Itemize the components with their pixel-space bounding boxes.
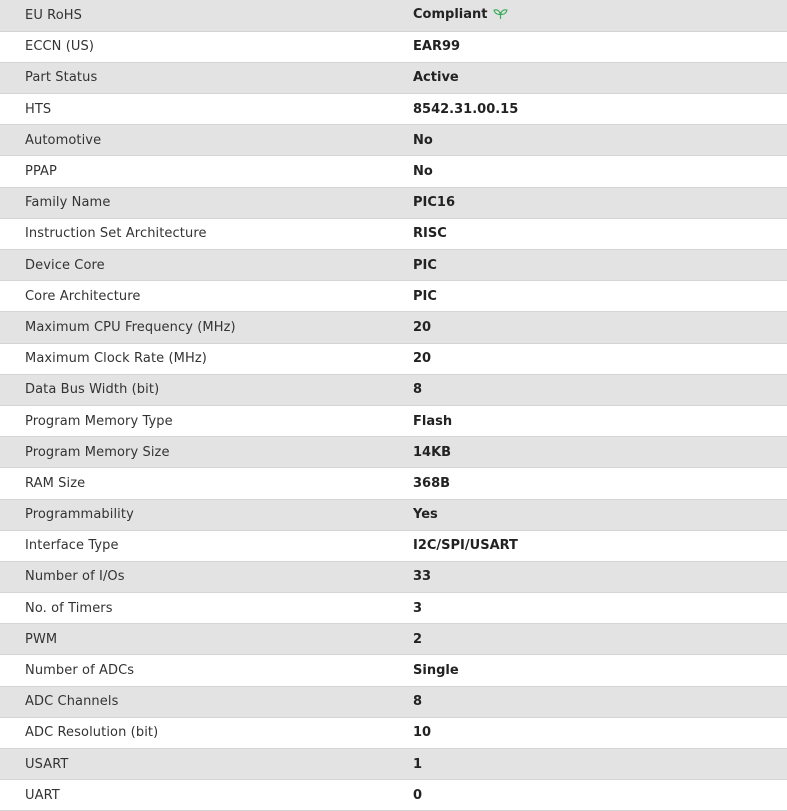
spec-label: ADC Channels: [25, 694, 119, 710]
spec-row-instruction-set: [0, 218, 787, 249]
spec-value: 2: [413, 631, 423, 647]
spec-value: 8: [413, 382, 423, 398]
spec-value-cell: [413, 0, 787, 31]
spec-label: UART: [25, 787, 60, 803]
spec-row-data-bus-width: [0, 374, 787, 405]
spec-label: USART: [25, 756, 69, 772]
spec-label: Program Memory Size: [25, 444, 170, 460]
spec-label: Automotive: [25, 132, 102, 148]
spec-value: No: [413, 164, 433, 180]
spec-value: Compliant: [413, 6, 488, 22]
spec-label: PWM: [25, 631, 58, 647]
spec-value: I2C/SPI/USART: [413, 538, 518, 554]
spec-value: 14KB: [413, 444, 452, 460]
spec-row-ram-size: [0, 468, 787, 499]
spec-row-family-name: [0, 187, 787, 218]
spec-value: Yes: [413, 507, 438, 523]
spec-value: 368B: [413, 475, 451, 491]
spec-label: Maximum Clock Rate (MHz): [25, 351, 207, 367]
spec-value: 8: [413, 694, 423, 710]
spec-label: Program Memory Type: [25, 413, 173, 429]
spec-row-hts: [0, 94, 787, 125]
spec-label: PPAP: [25, 164, 57, 180]
spec-value: PIC16: [413, 195, 455, 211]
spec-row-uart: [0, 780, 787, 811]
spec-value: 33: [413, 569, 432, 585]
spec-label: Device Core: [25, 257, 105, 273]
spec-row-max-cpu-frequency: [0, 312, 787, 343]
spec-row-interface-type: [0, 530, 787, 561]
spec-label: No. of Timers: [25, 600, 113, 616]
spec-row-eu-rohs: [0, 0, 787, 31]
spec-label: Part Status: [25, 70, 98, 86]
spec-row-part-status: [0, 62, 787, 93]
spec-value: 20: [413, 319, 432, 335]
spec-row-automotive: [0, 125, 787, 156]
spec-value: No: [413, 132, 433, 148]
spec-value: PIC: [413, 257, 437, 273]
spec-row-max-clock-rate: [0, 343, 787, 374]
spec-label: Family Name: [25, 195, 111, 211]
spec-value: 8542.31.00.15: [413, 101, 519, 117]
spec-value: Flash: [413, 413, 453, 429]
spec-row-program-memory-type: [0, 405, 787, 436]
spec-row-program-memory-size: [0, 437, 787, 468]
spec-value: Single: [413, 663, 459, 679]
spec-row-usart: [0, 749, 787, 780]
spec-label: ECCN (US): [25, 39, 95, 55]
spec-label: Number of I/Os: [25, 569, 125, 585]
spec-row-device-core: [0, 250, 787, 281]
spec-row-adc-resolution: [0, 717, 787, 748]
spec-row-programmability: [0, 499, 787, 530]
spec-row-core-architecture: [0, 281, 787, 312]
spec-row-ppap: [0, 156, 787, 187]
spec-label: RAM Size: [25, 475, 86, 491]
spec-row-eccn: [0, 31, 787, 62]
spec-label: EU RoHS: [25, 7, 82, 23]
spec-label: Core Architecture: [25, 288, 141, 304]
spec-label: Instruction Set Architecture: [25, 226, 207, 242]
leaf-icon: [493, 8, 508, 24]
spec-label: Interface Type: [25, 538, 119, 554]
spec-row-no-of-timers: [0, 593, 787, 624]
spec-value: 20: [413, 351, 432, 367]
spec-label: Data Bus Width (bit): [25, 382, 160, 398]
spec-value: 10: [413, 725, 432, 741]
spec-value: RISC: [413, 226, 447, 242]
spec-value: 3: [413, 600, 423, 616]
spec-value: PIC: [413, 288, 437, 304]
spec-label: Programmability: [25, 507, 134, 523]
spec-value: EAR99: [413, 39, 461, 55]
spec-label: ADC Resolution (bit): [25, 725, 159, 741]
spec-label: Maximum CPU Frequency (MHz): [25, 319, 236, 335]
spec-row-adc-channels: [0, 686, 787, 717]
spec-value: 0: [413, 787, 423, 803]
spec-row-number-of-adcs: [0, 655, 787, 686]
spec-value: 1: [413, 756, 423, 772]
spec-row-pwm: [0, 624, 787, 655]
spec-label: HTS: [25, 101, 52, 117]
spec-value: Active: [413, 70, 459, 86]
spec-row-number-of-ios: [0, 561, 787, 592]
spec-label: Number of ADCs: [25, 663, 135, 679]
